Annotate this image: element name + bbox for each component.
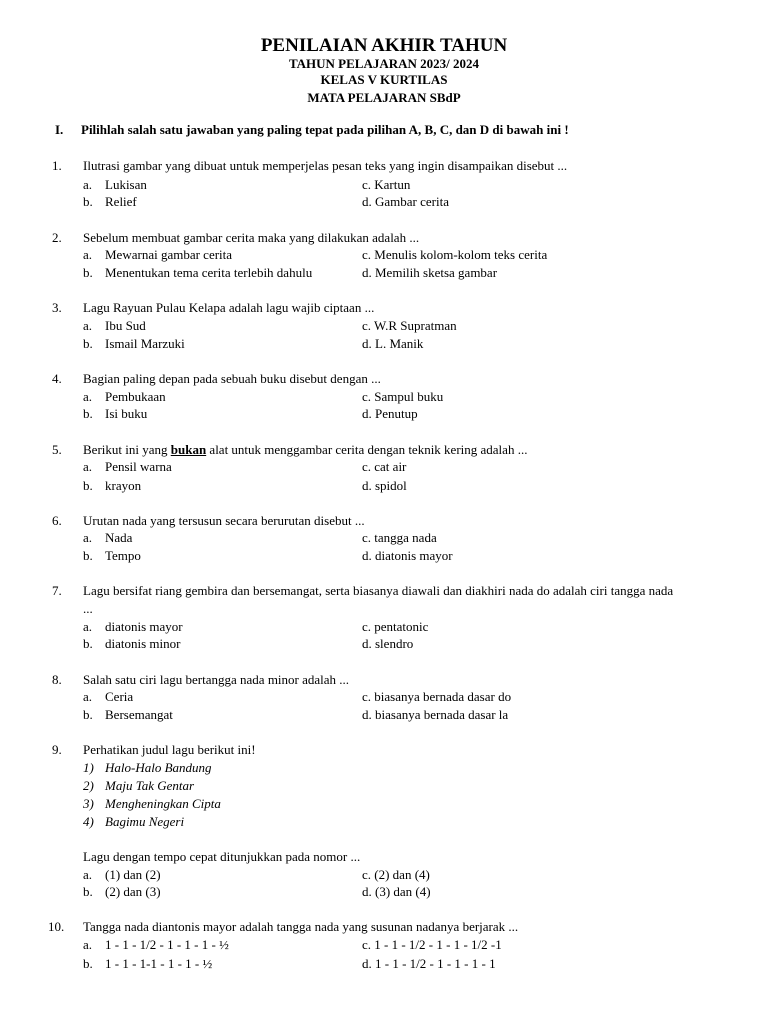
option-b: Isi buku	[105, 406, 148, 421]
song-number: 3)	[83, 796, 94, 811]
option-label-b: b.	[83, 265, 93, 280]
option-d: d. (3) dan (4)	[362, 884, 431, 899]
song-number: 1)	[83, 760, 94, 775]
question-text: Urutan nada yang tersusun secara berurutan disebut ...	[83, 513, 365, 528]
option-b: Menentukan tema cerita terlebih dahulu	[105, 265, 313, 280]
option-b: (2) dan (3)	[105, 884, 161, 899]
question-text: Sebelum membuat gambar cerita maka yang dilakukan adalah ...	[83, 230, 420, 245]
option-a: (1) dan (2)	[105, 867, 161, 882]
question-number: 10.	[48, 919, 65, 934]
option-d: d. 1 - 1 - 1/2 - 1 - 1 - 1 - 1	[362, 956, 496, 971]
question-number: 4.	[52, 371, 62, 386]
question-text: Ilutrasi gambar yang dibuat untuk memperjelas pesan teks yang ingin disampaikan disebut ...	[83, 158, 568, 173]
option-b: Relief	[105, 194, 137, 209]
question-text: Salah satu ciri lagu bertangga nada minor adalah ...	[83, 672, 350, 687]
option-label-a: a.	[83, 318, 93, 333]
song-title: Bagimu Negeri	[105, 814, 185, 829]
song-title: Halo-Halo Bandung	[105, 760, 212, 775]
question-text: Lagu dengan tempo cepat ditunjukkan pada nomor ...	[83, 849, 361, 864]
question-number: 5.	[52, 442, 62, 457]
question-text: Bagian paling depan pada sebuah buku disebut dengan ...	[83, 371, 381, 386]
option-b: diatonis minor	[105, 636, 181, 651]
option-a: Pembukaan	[105, 389, 166, 404]
option-label-a: a.	[83, 619, 93, 634]
option-label-b: b.	[83, 478, 93, 493]
option-a: Ibu Sud	[105, 318, 146, 333]
option-c: c. 1 - 1 - 1/2 - 1 - 1 - 1/2 -1	[362, 937, 502, 952]
song-title: Mengheningkan Cipta	[105, 796, 221, 811]
question-number: 1.	[52, 158, 62, 173]
option-c: c. cat air	[362, 459, 407, 474]
option-label-a: a.	[83, 389, 93, 404]
option-label-a: a.	[83, 867, 93, 882]
option-c: c. tangga nada	[362, 530, 437, 545]
song-number: 2)	[83, 778, 94, 793]
question-text: Perhatikan judul lagu berikut ini!	[83, 742, 256, 757]
option-a: Ceria	[105, 689, 134, 704]
question-number: 2.	[52, 230, 62, 245]
option-d: d. Memilih sketsa gambar	[362, 265, 498, 280]
option-label-b: b.	[83, 707, 93, 722]
option-d: d. biasanya bernada dasar la	[362, 707, 509, 722]
instruction-text: Pilihlah salah satu jawaban yang paling tepat pada pilihan A, B, C, dan D di bawah ini !	[81, 122, 569, 137]
question-text: Lagu Rayuan Pulau Kelapa adalah lagu wajib ciptaan ...	[83, 300, 375, 315]
option-d: d. diatonis mayor	[362, 548, 453, 563]
option-label-a: a.	[83, 459, 93, 474]
option-c: c. biasanya bernada dasar do	[362, 689, 512, 704]
option-a: Lukisan	[105, 177, 147, 192]
option-d: d. spidol	[362, 478, 407, 493]
option-d: d. Gambar cerita	[362, 194, 449, 209]
option-c: c. (2) dan (4)	[362, 867, 430, 882]
question-number: 3.	[52, 300, 62, 315]
exam-title: PENILAIAN AKHIR TAHUN	[260, 35, 508, 56]
class-label: KELAS V KURTILAS	[320, 72, 448, 87]
school-year: TAHUN PELAJARAN 2023/ 2024	[288, 56, 480, 71]
option-label-b: b.	[83, 406, 93, 421]
question-number: 9.	[52, 742, 62, 757]
subject-label: MATA PELAJARAN SBdP	[307, 90, 461, 105]
question-text-continuation: ...	[83, 601, 93, 616]
option-d: d. L. Manik	[362, 336, 424, 351]
option-c: c. W.R Supratman	[362, 318, 457, 333]
option-label-a: a.	[83, 177, 93, 192]
question-text: Lagu bersifat riang gembira dan bersemangat, serta biasanya diawali dan diakhiri nada do adalah ciri tangga nada	[83, 583, 674, 598]
question-text-post: alat untuk menggambar cerita dengan teknik kering adalah ...	[206, 442, 528, 457]
option-b: Bersemangat	[105, 707, 173, 722]
option-d: d. Penutup	[362, 406, 418, 421]
option-c: c. Menulis kolom-kolom teks cerita	[362, 247, 548, 262]
option-label-b: b.	[83, 884, 93, 899]
option-a: Pensil warna	[105, 459, 172, 474]
option-b: Tempo	[105, 548, 141, 563]
song-number: 4)	[83, 814, 94, 829]
option-label-b: b.	[83, 194, 93, 209]
song-title: Maju Tak Gentar	[105, 778, 195, 793]
option-label-a: a.	[83, 530, 93, 545]
option-b: 1 - 1 - 1-1 - 1 - 1 - ½	[105, 956, 213, 971]
question-number: 6.	[52, 513, 62, 528]
option-label-b: b.	[83, 548, 93, 563]
option-b: Ismail Marzuki	[105, 336, 185, 351]
question-text	[83, 441, 527, 459]
option-a: diatonis mayor	[105, 619, 183, 634]
option-label-a: a.	[83, 689, 93, 704]
option-b: krayon	[105, 478, 142, 493]
option-c: c. Sampul buku	[362, 389, 444, 404]
option-a: 1 - 1 - 1/2 - 1 - 1 - 1 - ½	[105, 937, 229, 952]
question-number: 7.	[52, 583, 62, 598]
option-c: c. Kartun	[362, 177, 411, 192]
option-label-b: b.	[83, 956, 93, 971]
option-c: c. pentatonic	[362, 619, 429, 634]
question-text-pre: Berikut ini yang	[83, 442, 171, 457]
option-label-b: b.	[83, 336, 93, 351]
option-label-b: b.	[83, 636, 93, 651]
section-number: I.	[55, 122, 64, 137]
option-label-a: a.	[83, 247, 93, 262]
question-text: Tangga nada diantonis mayor adalah tangga nada yang susunan nadanya berjarak ...	[83, 919, 519, 934]
option-d: d. slendro	[362, 636, 414, 651]
option-label-a: a.	[83, 937, 93, 952]
question-number: 8.	[52, 672, 62, 687]
option-a: Nada	[105, 530, 133, 545]
option-a: Mewarnai gambar cerita	[105, 247, 233, 262]
emphasized-word: bukan	[170, 442, 207, 457]
